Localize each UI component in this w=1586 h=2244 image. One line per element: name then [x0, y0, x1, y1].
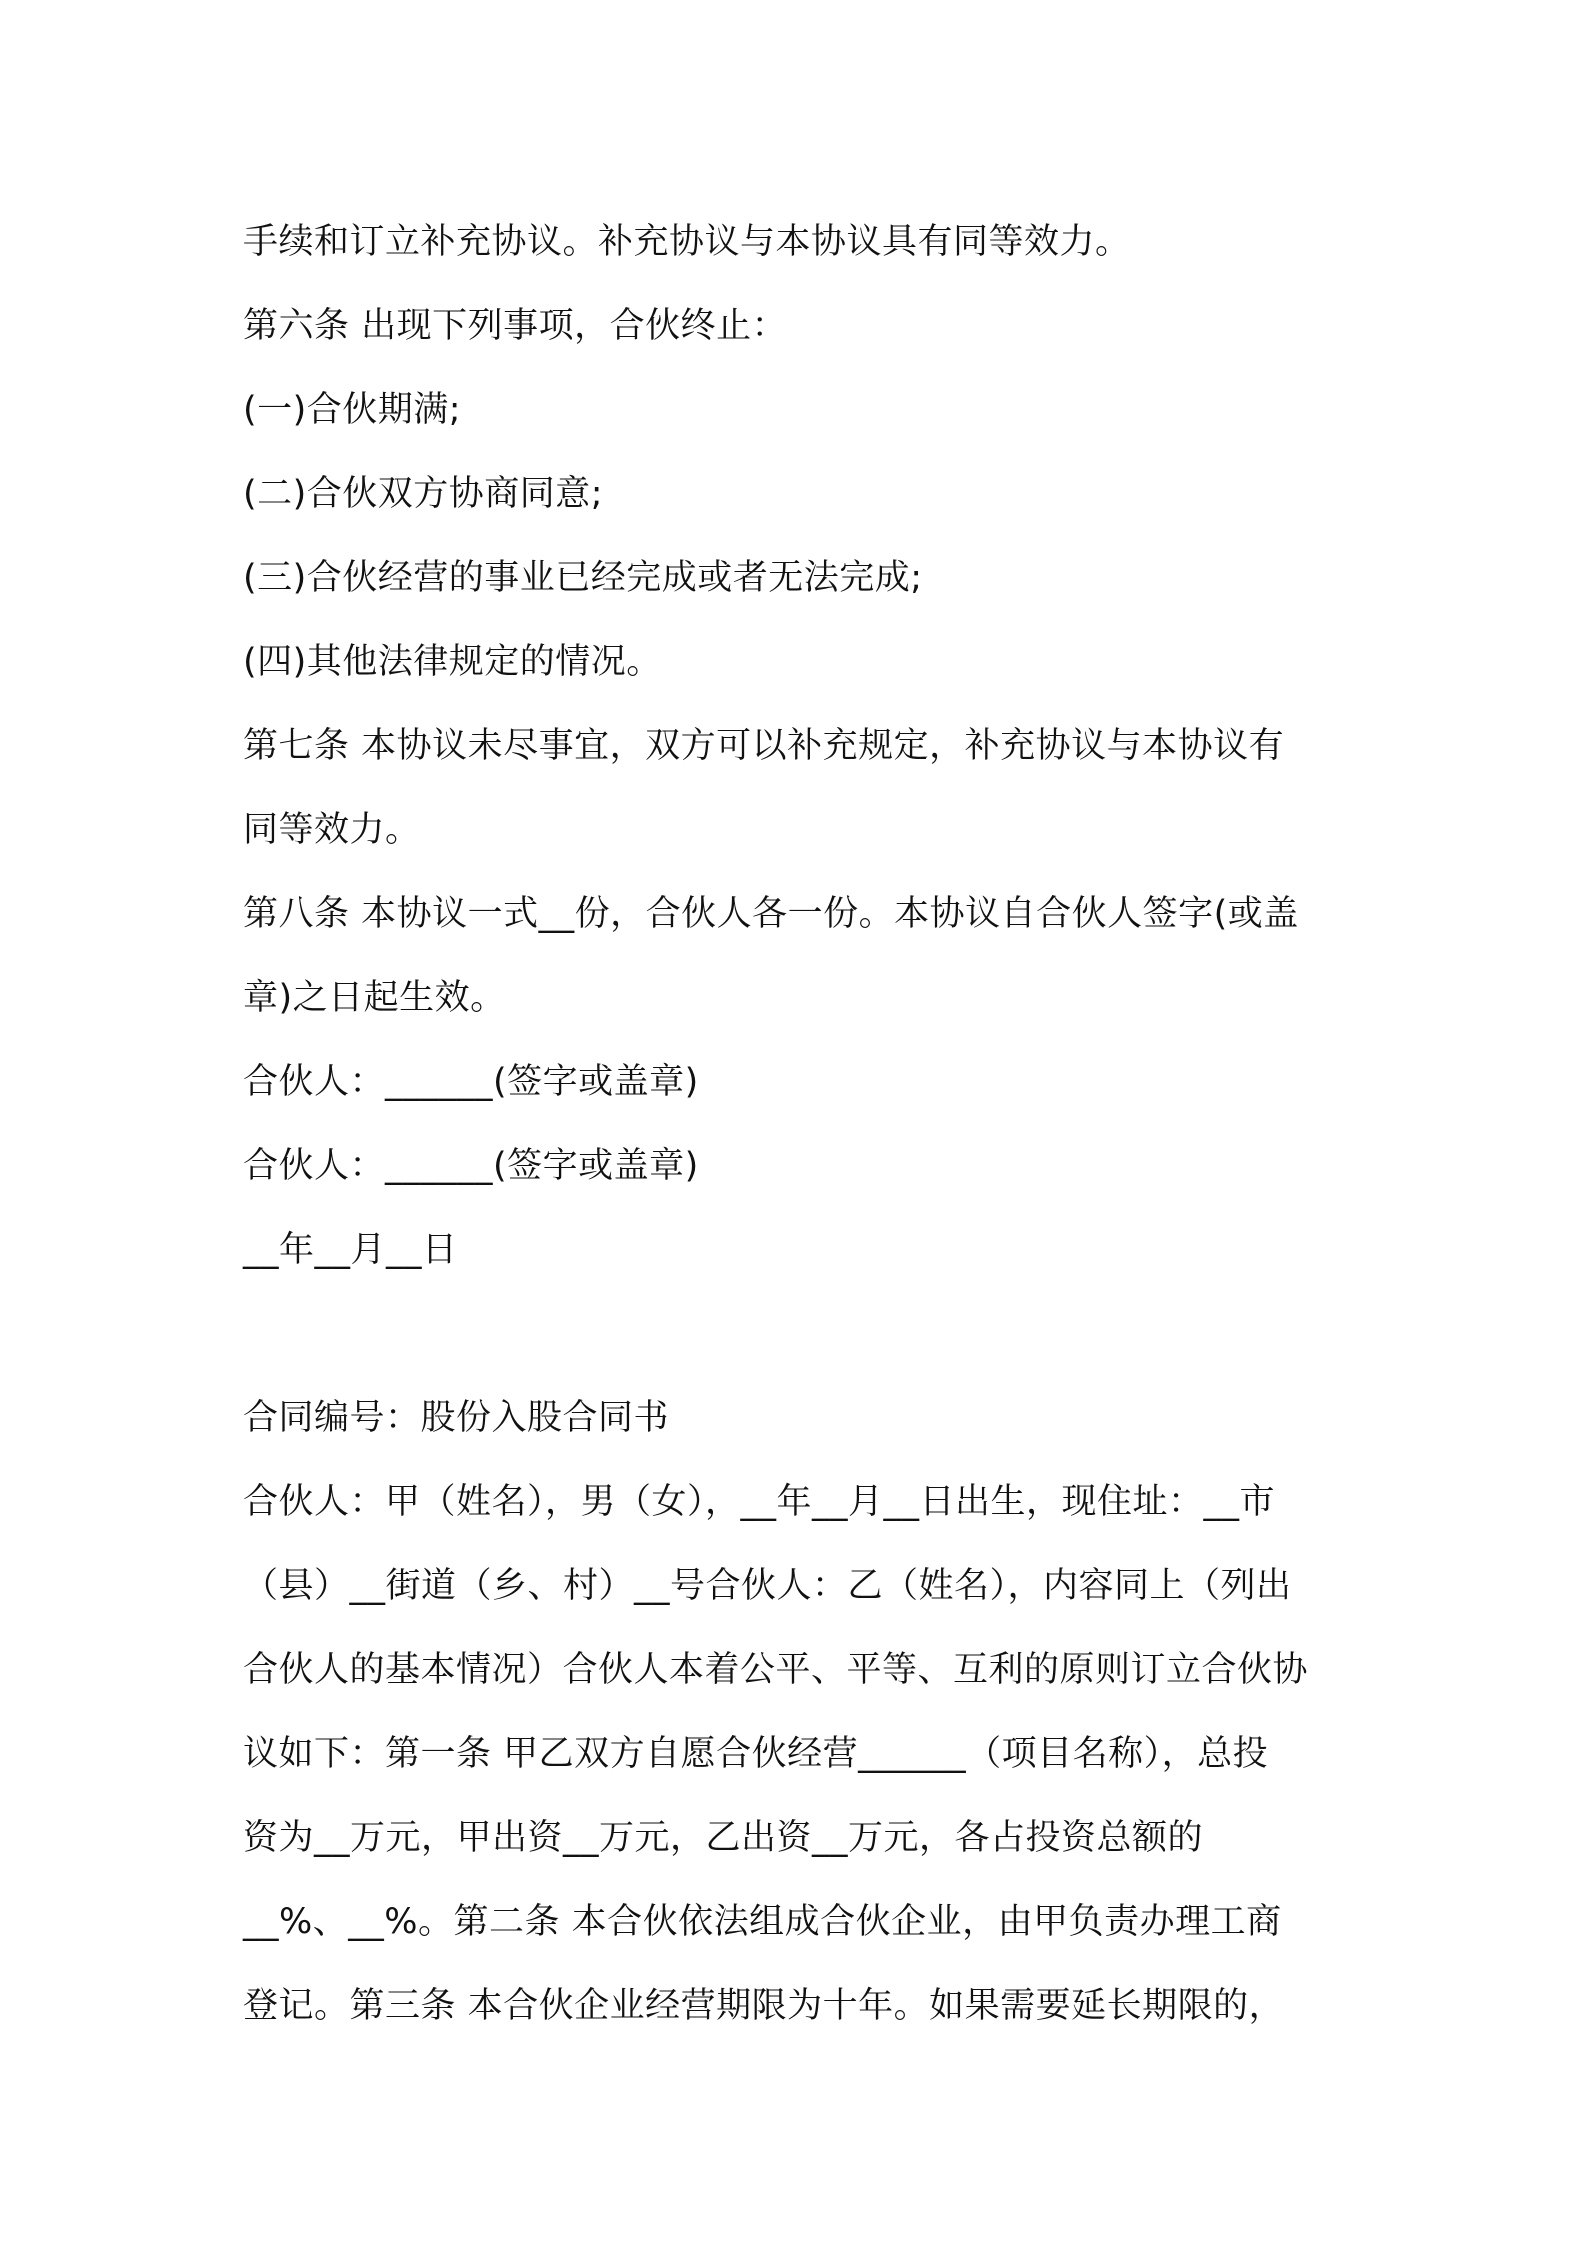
contract-number-line: 合同编号：股份入股合同书 [243, 1398, 670, 1438]
text-line: 合伙人的基本情况）合伙人本着公平、平等、互利的原则订立合伙协 [243, 1650, 1309, 1690]
text-line: 合伙人：甲（姓名），男（女），__年__月__日出生，现住址：__市 [243, 1482, 1276, 1522]
text-line: 资为__万元，甲出资__万元，乙出资__万元，各占投资总额的 [243, 1818, 1204, 1858]
article-6-heading: 第六条 出现下列事项，合伙终止： [243, 306, 788, 346]
text-line: 手续和订立补充协议。补充协议与本协议具有同等效力。 [243, 222, 1131, 262]
text-line: 章)之日起生效。 [243, 978, 506, 1018]
article-7-line: 第七条 本协议未尽事宜，双方可以补充规定，补充协议与本协议有 [243, 726, 1285, 766]
partner-signature-line: 合伙人：______(签字或盖章) [243, 1062, 699, 1102]
date-line: __年__月__日 [243, 1230, 458, 1270]
list-item: (四)其他法律规定的情况。 [243, 642, 662, 682]
partner-signature-line: 合伙人：______(签字或盖章) [243, 1146, 699, 1186]
list-item: (三)合伙经营的事业已经完成或者无法完成; [243, 558, 923, 598]
text-line: __%、__%。第二条 本合伙依法组成合伙企业，由甲负责办理工商 [243, 1902, 1282, 1942]
text-line: 同等效力。 [243, 810, 421, 850]
text-line: （县）__街道（乡、村）__号合伙人：乙（姓名），内容同上（列出 [243, 1566, 1292, 1606]
text-line: 登记。第三条 本合伙企业经营期限为十年。如果需要延长期限的， [243, 1986, 1285, 2026]
article-8-line: 第八条 本协议一式__份，合伙人各一份。本协议自合伙人签字(或盖 [243, 894, 1299, 934]
section-gap [243, 1292, 1363, 1376]
list-item: (一)合伙期满; [243, 390, 462, 430]
document-body [243, 200, 1363, 2048]
text-line: 议如下：第一条 甲乙双方自愿合伙经营______（项目名称），总投 [243, 1734, 1269, 1774]
list-item: (二)合伙双方协商同意; [243, 474, 604, 514]
